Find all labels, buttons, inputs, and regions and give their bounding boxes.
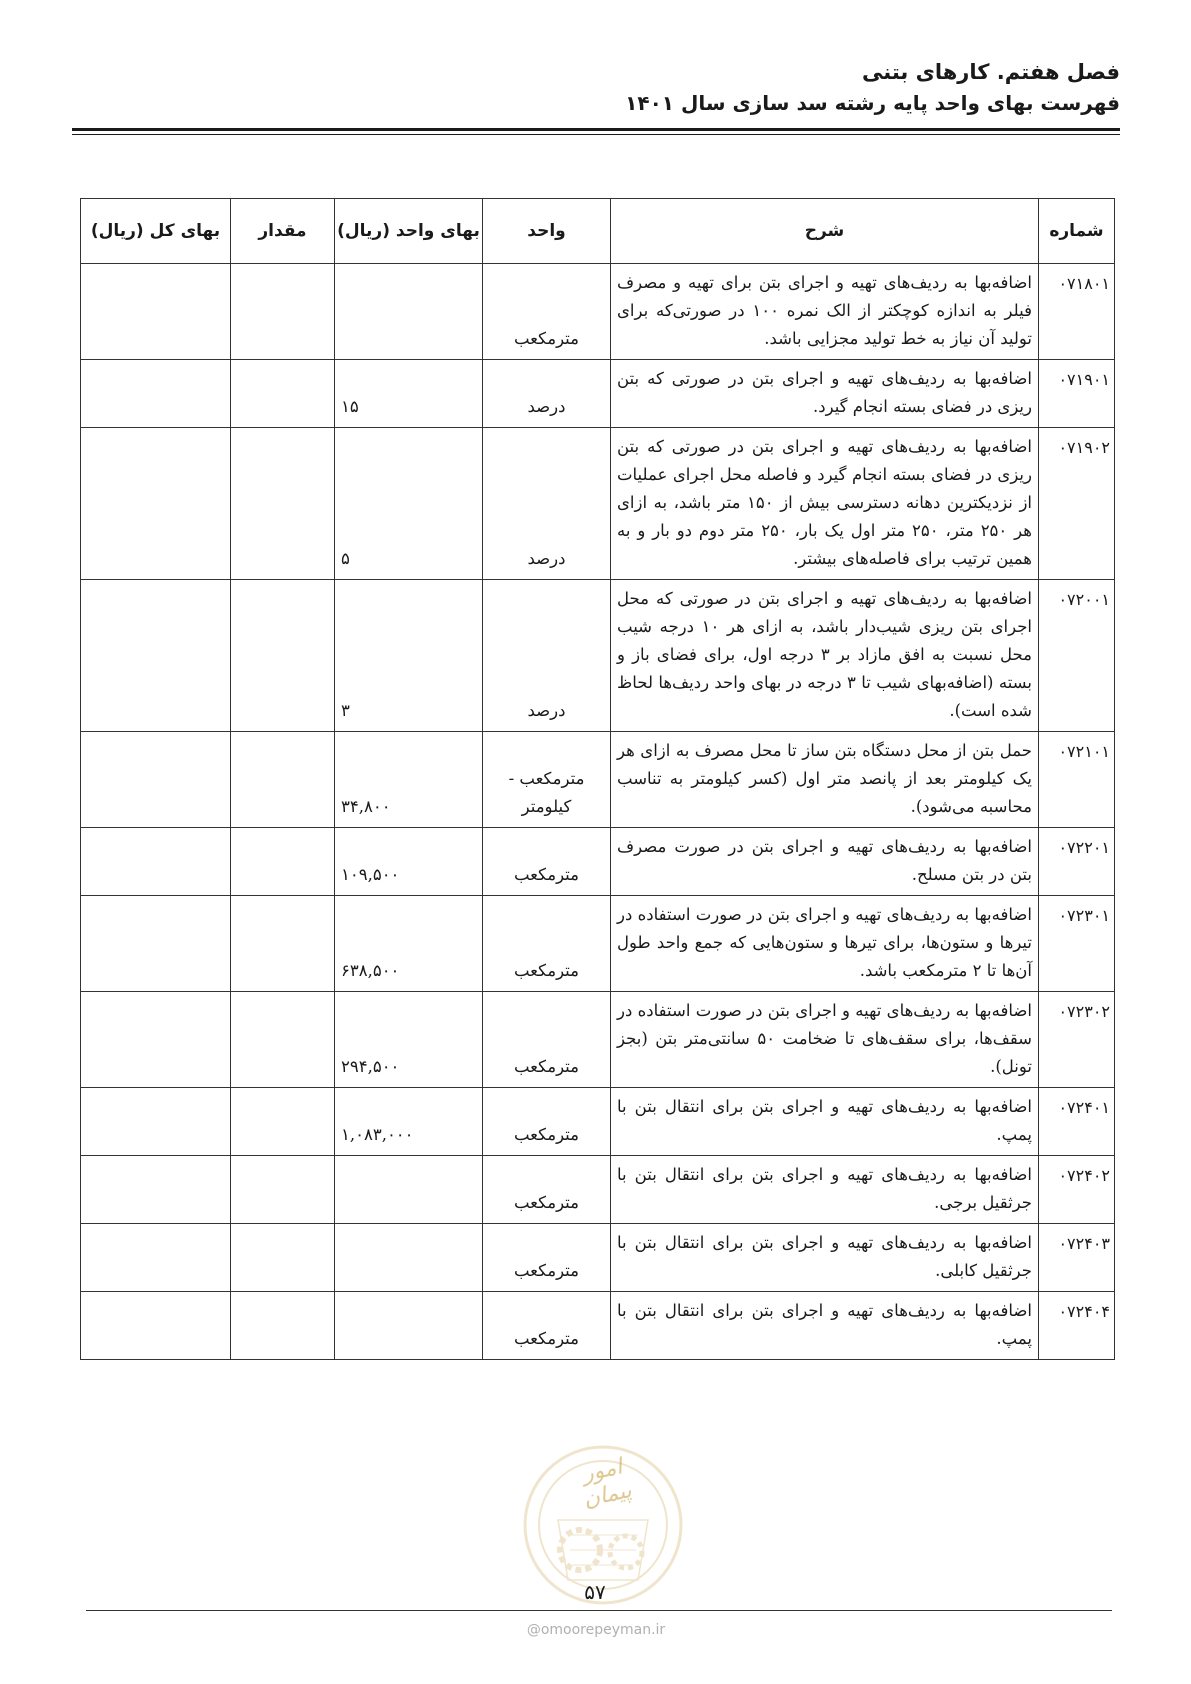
item-quantity	[231, 1292, 335, 1360]
item-description: اضافه‌بها به ردیف‌های تهیه و اجرای بتن برای انتقال بتن با جرثقیل کابلی.	[611, 1224, 1039, 1292]
item-total-price	[81, 264, 231, 360]
item-number: ۰۷۱۹۰۱	[1039, 360, 1115, 428]
item-unit-price	[335, 1156, 483, 1224]
item-description: اضافه‌بها به ردیف‌های تهیه و اجرای بتن برای انتقال بتن با جرثقیل برجی.	[611, 1156, 1039, 1224]
table-row	[81, 992, 1115, 1088]
item-quantity	[231, 428, 335, 580]
column-header-number: شماره	[1039, 199, 1115, 264]
item-total-price	[81, 992, 231, 1088]
column-header-unit-price: بهای واحد (ریال)	[335, 199, 483, 264]
footer-website: @omoorepeyman.ir	[526, 1622, 666, 1638]
watermark-text: امور پیمان	[580, 1454, 634, 1513]
item-number: ۰۷۱۸۰۱	[1039, 264, 1115, 360]
item-quantity	[231, 264, 335, 360]
item-quantity	[231, 896, 335, 992]
table-row	[81, 828, 1115, 896]
item-quantity	[231, 1224, 335, 1292]
table-row	[81, 1292, 1115, 1360]
item-total-price	[81, 428, 231, 580]
item-number: ۰۷۲۴۰۳	[1039, 1224, 1115, 1292]
item-quantity	[231, 732, 335, 828]
item-unit: مترمکعب - کیلومتر	[483, 732, 611, 828]
item-unit-price: ۶۳۸,۵۰۰	[335, 896, 483, 992]
item-total-price	[81, 1088, 231, 1156]
item-number: ۰۷۲۲۰۱	[1039, 828, 1115, 896]
item-unit: درصد	[483, 360, 611, 428]
column-header-unit: واحد	[483, 199, 611, 264]
table-row	[81, 1224, 1115, 1292]
item-unit: درصد	[483, 580, 611, 732]
page-header	[72, 56, 1120, 118]
item-total-price	[81, 732, 231, 828]
item-number: ۰۷۲۳۰۱	[1039, 896, 1115, 992]
item-quantity	[231, 828, 335, 896]
table-row	[81, 360, 1115, 428]
item-unit-price	[335, 1292, 483, 1360]
item-quantity	[231, 580, 335, 732]
item-total-price	[81, 360, 231, 428]
page-number: ۵۷	[584, 1580, 606, 1604]
item-description: اضافه‌بها به ردیف‌های تهیه و اجرای بتن برای انتقال بتن با پمپ.	[611, 1088, 1039, 1156]
table-row	[81, 1088, 1115, 1156]
item-number: ۰۷۲۳۰۲	[1039, 992, 1115, 1088]
item-total-price	[81, 580, 231, 732]
item-quantity	[231, 1088, 335, 1156]
item-quantity	[231, 360, 335, 428]
item-total-price	[81, 1224, 231, 1292]
item-description: اضافه‌بها به ردیف‌های تهیه و اجرای بتن در صورت استفاده در تیرها و ستون‌ها، برای تیرها و ستون‌هایی که جمع واحد طول آن‌ها تا ۲ مترمکعب باشد.	[611, 896, 1039, 992]
item-unit-price: ۱۵	[335, 360, 483, 428]
item-description: اضافه‌بها به ردیف‌های تهیه و اجرای بتن در صورتی که محل اجرای بتن ریزی شیب‌دار باشد، به ازای هر ۱۰ درجه شیب محل نسبت به افق مازاد بر ۳ درجه اول، برای فضای باز و بسته (اضافه‌بهای شیب تا ۳ درجه در بهای واحد ردیف‌ها لحاظ شده است).	[611, 580, 1039, 732]
header-divider-thick	[72, 128, 1120, 131]
header-divider-thin	[72, 134, 1120, 135]
item-unit: درصد	[483, 428, 611, 580]
column-header-quantity: مقدار	[231, 199, 335, 264]
item-unit: مترمکعب	[483, 1292, 611, 1360]
item-description: اضافه‌بها به ردیف‌های تهیه و اجرای بتن در صورتی که بتن ریزی در فضای بسته انجام گیرد.	[611, 360, 1039, 428]
chapter-title: فصل هفتم. کارهای بتنی	[862, 60, 1120, 84]
table-row	[81, 1156, 1115, 1224]
table-row	[81, 264, 1115, 360]
item-unit-price: ۵	[335, 428, 483, 580]
item-quantity	[231, 992, 335, 1088]
footer-divider	[86, 1610, 1112, 1611]
item-number: ۰۷۱۹۰۲	[1039, 428, 1115, 580]
item-number: ۰۷۲۰۰۱	[1039, 580, 1115, 732]
item-unit-price	[335, 1224, 483, 1292]
item-description: اضافه‌بها به ردیف‌های تهیه و اجرای بتن در صورت استفاده در سقف‌ها، برای سقف‌های تا ضخامت ۵۰ سانتی‌متر بتن (بجز تونل).	[611, 992, 1039, 1088]
item-total-price	[81, 1156, 231, 1224]
table-row	[81, 896, 1115, 992]
item-unit-price	[335, 264, 483, 360]
item-description: اضافه‌بها به ردیف‌های تهیه و اجرای بتن در صورت مصرف بتن در بتن مسلح.	[611, 828, 1039, 896]
item-unit: مترمکعب	[483, 992, 611, 1088]
document-subtitle: فهرست بهای واحد پایه رشته سد سازی سال ۱۴۰۱	[625, 91, 1120, 115]
item-total-price	[81, 896, 231, 992]
item-number: ۰۷۲۴۰۲	[1039, 1156, 1115, 1224]
item-unit: مترمکعب	[483, 896, 611, 992]
item-unit-price: ۱,۰۸۳,۰۰۰	[335, 1088, 483, 1156]
column-header-description: شرح	[611, 199, 1039, 264]
item-unit: مترمکعب	[483, 1224, 611, 1292]
item-unit: مترمکعب	[483, 1088, 611, 1156]
item-number: ۰۷۲۱۰۱	[1039, 732, 1115, 828]
item-unit-price: ۳	[335, 580, 483, 732]
item-description: حمل بتن از محل دستگاه بتن ساز تا محل مصرف به ازای هر یک کیلومتر بعد از پانصد متر اول (کسر کیلومتر به تناسب محاسبه می‌شود).	[611, 732, 1039, 828]
table-header-row	[81, 199, 1115, 264]
item-description: اضافه‌بها به ردیف‌های تهیه و اجرای بتن برای انتقال بتن با پمپ.	[611, 1292, 1039, 1360]
item-number: ۰۷۲۴۰۱	[1039, 1088, 1115, 1156]
item-total-price	[81, 1292, 231, 1360]
item-description: اضافه‌بها به ردیف‌های تهیه و اجرای بتن برای تهیه و مصرف فیلر به اندازه کوچکتر از الک نمره ۱۰۰ در صورتی‌که برای تولید آن نیاز به خط تولید مجزایی باشد.	[611, 264, 1039, 360]
item-unit: مترمکعب	[483, 264, 611, 360]
table-row	[81, 732, 1115, 828]
item-unit-price: ۳۴,۸۰۰	[335, 732, 483, 828]
table-row	[81, 428, 1115, 580]
item-quantity	[231, 1156, 335, 1224]
table-row	[81, 580, 1115, 732]
item-description: اضافه‌بها به ردیف‌های تهیه و اجرای بتن در صورتی که بتن ریزی در فضای بسته انجام گیرد و فاصله محل اجرای عملیات از نزدیکترین دهانه دسترسی بیش از ۱۵۰ متر باشد، به ازای هر ۲۵۰ متر، ۲۵۰ متر اول یک بار، ۲۵۰ متر دوم دو بار و به همین ترتیب برای فاصله‌های بیشتر.	[611, 428, 1039, 580]
price-list-table	[80, 198, 1115, 1360]
item-unit: مترمکعب	[483, 1156, 611, 1224]
item-unit: مترمکعب	[483, 828, 611, 896]
item-number: ۰۷۲۴۰۴	[1039, 1292, 1115, 1360]
column-header-total-price: بهای کل (ریال)	[81, 199, 231, 264]
item-total-price	[81, 828, 231, 896]
item-unit-price: ۲۹۴,۵۰۰	[335, 992, 483, 1088]
item-unit-price: ۱۰۹,۵۰۰	[335, 828, 483, 896]
